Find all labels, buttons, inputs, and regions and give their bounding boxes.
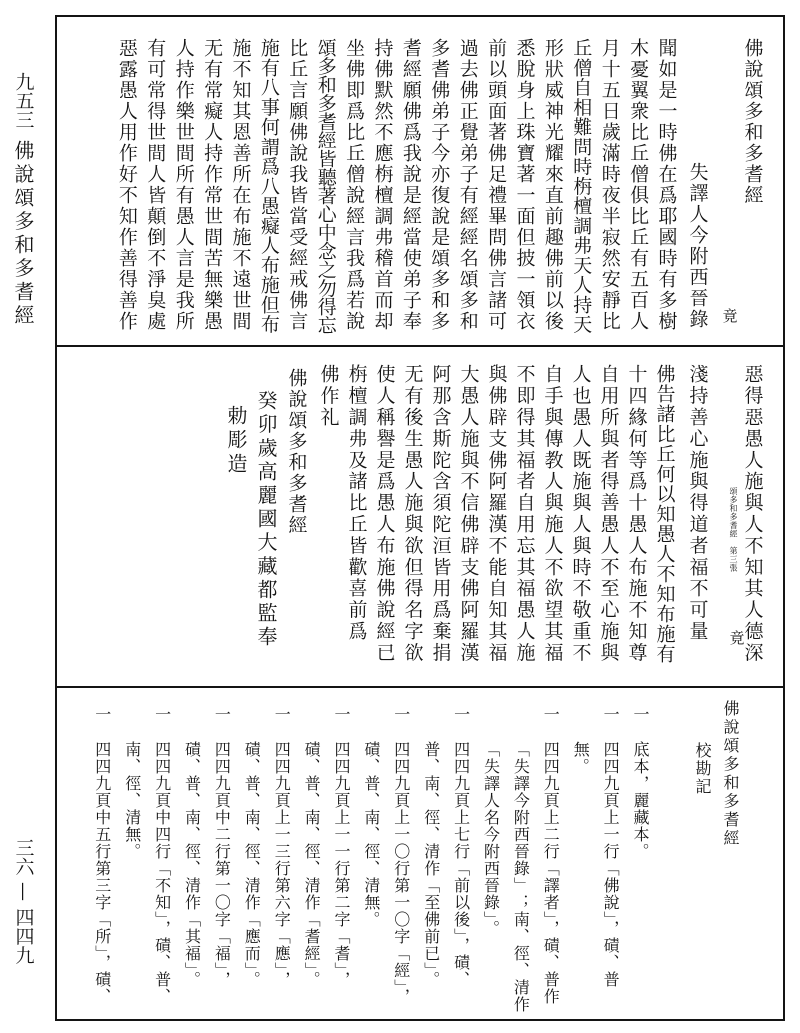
text-column: 有可常得世間人皆顛倒不淨臭處	[144, 38, 167, 332]
collation-note: 磧、普、南、徑、清作「耆經」。	[302, 741, 322, 988]
collation-note: 四四九頁中四行「不知」，磧、普、	[152, 741, 172, 1005]
margin-volume-number: 九五三	[12, 72, 35, 129]
text-column: 聞如是一時佛在爲耶國時有多樹	[655, 38, 678, 332]
collation-note: 磧、普、南、徑、清作「應而」。	[242, 741, 262, 988]
text-column: 自用所與者得善愚人不至心施與	[597, 364, 620, 664]
text-column: 栴檀調弗及諸比丘皆歡喜前爲	[345, 364, 368, 643]
text-column: 十四緣何等爲十愚人布施不知尊	[625, 364, 648, 664]
text-column: 比丘言願佛說我皆當受經戒佛言	[286, 38, 309, 332]
text-column: 頌多和多耆經皆聽著心中念之勿得忘	[314, 38, 337, 334]
middle-end-marker: 竟	[727, 630, 746, 645]
text-column: 坐佛即爲比丘僧說經言我爲若說	[343, 38, 366, 332]
margin-page-number: 三六 — 四四九	[12, 838, 35, 965]
text-column: 阿那含斯陀含須陀洹皆用爲棄捐	[429, 364, 452, 664]
note-bullet: 一	[541, 706, 561, 722]
text-column: 前以頭面著佛足禮畢問佛言諸可	[485, 38, 508, 332]
text-column: 无有常癡人持作常世間苦無樂愚	[201, 38, 224, 332]
upper-end-marker: 竟	[720, 308, 739, 323]
collation-note: 四四九頁上七行「前以後」，磧、	[451, 741, 471, 988]
collation-note: 底本，麗藏本。	[631, 741, 650, 860]
text-column: 自手與傳教人與施人不欲望其福	[541, 364, 564, 664]
text-column: 耆經願佛爲我說是經當使弟子奉	[399, 38, 422, 332]
note-bullet: 一	[152, 706, 172, 722]
collation-note: 四四九頁中二行第一〇字「福」，	[212, 741, 232, 988]
text-column: 人也愚人既施與人與時不敬重不	[569, 364, 592, 664]
text-column: 施不知其恩善所在布施不遠世間	[229, 38, 252, 332]
text-column: 无有後生愚人施與欲但得名字欲	[401, 364, 424, 664]
collation-note: 四四九頁上二行「譯者」，磧、普作	[541, 741, 561, 1005]
note-bullet: 一	[332, 706, 351, 722]
note-bullet: 一	[272, 706, 292, 722]
collation-note: 磧、普、南、徑、清無。	[361, 741, 381, 928]
collation-note: 四四九頁上一〇行第一〇字「經」，	[391, 741, 411, 1005]
text-column: 淺持善心施與得道者福不可量	[686, 364, 709, 643]
text-column: 不即得其福者自用忘其福愚人施	[513, 364, 536, 664]
collation-note: 「失譯今附西晉錄」；南、徑、清作	[511, 741, 531, 1013]
collation-note: 四四九頁中五行第三字「所」，磧、	[92, 741, 112, 1005]
text-column: 使人稱譽是爲愚人布施佛說經已	[373, 364, 396, 664]
note-bullet: 一	[212, 706, 232, 722]
colophon-title: 佛說頌多和多耆經	[285, 368, 308, 536]
text-column: 與佛辟支佛阿羅漢不能自知其福	[485, 364, 508, 664]
section-divider-lower	[55, 686, 785, 688]
collation-note: 無。	[571, 741, 591, 775]
upper-translator-note: 失譯人今附西晉錄	[686, 162, 709, 330]
text-column: 佛告諸比丘何以知愚人不知布施有	[653, 364, 676, 664]
note-bullet: 一	[92, 706, 112, 722]
collation-note: 四四九頁上一三行第六字「應」，	[272, 741, 292, 988]
collation-note: 四四九頁上一一行第二字「耆」，	[332, 741, 351, 988]
text-column: 木憂翼衆比丘僧俱比丘有五百人	[627, 38, 650, 332]
text-column: 月十五日歲滿時夜半寂然安靜比	[598, 38, 621, 332]
colophon-line: 癸卯歲高麗國大藏都監奉	[254, 390, 278, 650]
text-column: 惡得惡愚人施與人不知其人德深	[741, 364, 764, 664]
note-bullet: 一	[631, 706, 650, 722]
text-column: 施有八事何謂爲八愚癡人布施但布	[257, 38, 280, 334]
block-note: 頌多和多耆經 第三張	[729, 487, 738, 572]
note-bullet: 一	[451, 706, 471, 722]
text-column: 惡露愚人用作好不知作善得善作	[115, 38, 138, 332]
text-column: 悉脫身上珠寶著一面但披一領衣	[513, 38, 536, 332]
upper-sutra-title: 佛說頌多和多耆經	[741, 38, 764, 206]
collation-note: 南、徑、清無。	[122, 741, 142, 860]
margin-sutra-title: 佛說頌多和多耆經	[11, 140, 35, 328]
notes-title: 佛說頌多和多耆經	[721, 700, 740, 848]
collation-note: 普、南、徑、清作「至佛前已」。	[421, 741, 441, 988]
notes-heading: 校勘記	[693, 742, 712, 796]
text-column: 人持作樂世間所有愚人言是我所	[172, 38, 195, 332]
collation-note: 「失譯人名今附西晉錄」。	[481, 741, 501, 937]
section-divider-upper	[55, 345, 785, 347]
colophon-line: 勅彫造	[224, 405, 248, 477]
text-column: 丘僧自相難問時栴檀調弗天人持天	[570, 38, 593, 334]
text-column: 大愚人施與不信佛辟支佛阿羅漢	[457, 364, 480, 664]
collation-note: 磧、普、南、徑、清作「其福」。	[182, 741, 202, 988]
text-column: 佛作礼	[317, 364, 340, 429]
text-column: 形狀威神光耀來直前趣佛前以後	[541, 38, 564, 332]
note-bullet: 一	[601, 706, 621, 722]
collation-note: 四四九頁上一行「佛說」，磧、普	[601, 741, 621, 988]
note-bullet: 一	[391, 706, 411, 722]
text-column: 過去佛正覺弟子有經經名頌多和	[456, 38, 479, 332]
text-column: 持佛默然不應栴檀調弗稽首而却	[371, 38, 394, 332]
text-column: 多耆佛弟子今亦復說是頌多和多	[428, 38, 451, 332]
